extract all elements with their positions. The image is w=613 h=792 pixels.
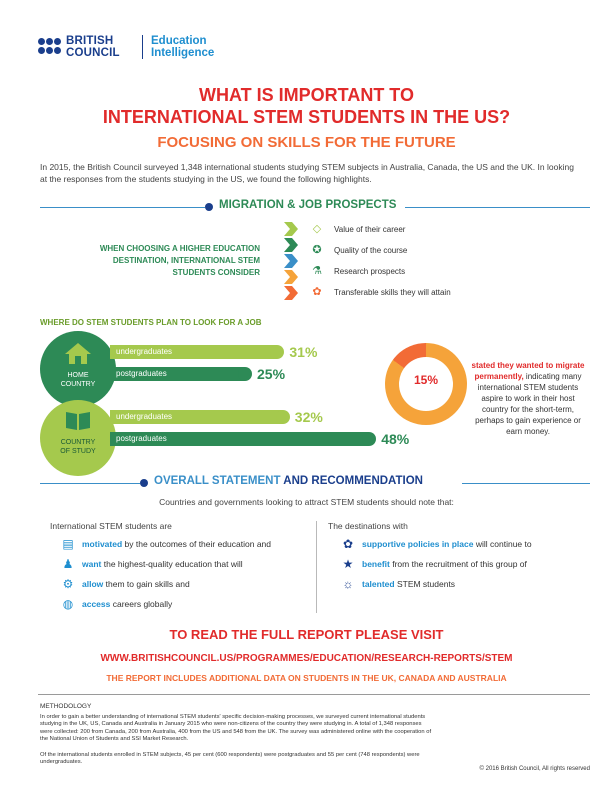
want-item: want the highest-quality education that will [82, 559, 243, 569]
recommendation-intro: Countries and governments looking to attract STEM students should note that: [159, 497, 454, 507]
footer-divider [38, 694, 590, 695]
methodology-heading: METHODOLOGY [40, 703, 92, 710]
access-item: access careers globally [82, 599, 173, 609]
section-divider-right [405, 207, 590, 208]
home-country-label-1: HOME [67, 372, 89, 379]
permanent-migration-text [468, 360, 588, 437]
talented-item: talented STEM students [362, 579, 456, 589]
gears-icon: ⚙ [62, 577, 74, 591]
study-undergrad-bar-end [276, 410, 290, 424]
page-subtitle: FOCUSING ON SKILLS FOR THE FUTURE [157, 134, 456, 151]
factor-research-prospects: Research prospects [334, 267, 406, 276]
benefit-item: benefit from the recruitment of this group of [362, 559, 527, 569]
factor-course-quality: Quality of the course [334, 246, 408, 255]
section-bullet-2 [140, 479, 148, 487]
british-council-logo-icon [38, 38, 62, 54]
home-postgrad-bar-end [238, 367, 252, 381]
study-country-label-2: OF STUDY [60, 448, 96, 455]
copyright-notice: © 2016 British Council, All rights reserved [479, 766, 590, 772]
open-book-icon [63, 408, 93, 432]
study-postgrad-pct: 48% [381, 431, 410, 447]
page-title-line-1: WHAT IS IMPORTANT TO [199, 85, 414, 105]
home-undergrad-bar: undergraduates [110, 345, 277, 359]
british-council-wordmark: BRITISH COUNCIL [66, 35, 120, 59]
study-postgrad-bar: postgraduates [110, 432, 369, 446]
study-country-label-1: COUNTRY [60, 439, 96, 446]
section-bullet [205, 203, 213, 211]
page-title-line-2: INTERNATIONAL STEM STUDENTS IN THE US? [102, 107, 511, 127]
star-icon: ★ [342, 557, 354, 571]
home-country-label-2: COUNTRY [60, 381, 96, 388]
report-note: THE REPORT INCLUDES ADDITIONAL DATA ON STUDENTS IN THE UK, CANADA AND AUSTRALIA [106, 673, 507, 683]
migration-heading: MIGRATION & JOB PROSPECTS [219, 199, 397, 211]
section-divider-right-2 [462, 483, 590, 484]
brain-icon: ✿ [312, 286, 322, 298]
house-icon [63, 341, 93, 365]
students-column-heading: International STEM students are [50, 521, 172, 531]
factor-transferable-skills: Transferable skills they will attain [334, 288, 451, 297]
permanent-migration-donut [385, 343, 467, 425]
microscope-icon: ⚗ [312, 265, 322, 277]
diamond-icon: ◇ [312, 223, 322, 235]
home-undergrad-bar-end [270, 345, 284, 359]
column-divider [316, 521, 317, 613]
home-postgrad-bar: postgraduates [110, 367, 245, 381]
job-location-heading: WHERE DO STEM STUDENTS PLAN TO LOOK FOR A JOB [40, 318, 262, 327]
methodology-paragraph-1: In order to gain a better understanding of international STEM students' specific decision-making processes, we surveyed current international students studying in the UK, US, Canada and Australia in January 2015 who were non-citizens of the country they were studying in. A total of 1,348 responses were collected: 200 from Canada, 200 from Australia, 400 from the US and 548 from the UK. The survey was administered online with the cooperation of the National Union of Students and SSI Market Research. [40, 714, 432, 743]
study-country-circle [40, 400, 116, 476]
study-undergrad-bar: undergraduates [110, 410, 283, 424]
home-postgrad-pct: 25% [257, 366, 286, 382]
intro-paragraph: In 2015, the British Council surveyed 1,348 international students studying STEM subjects in Australia, Canada, the US and the UK. In looking at the responses from the students studying in the US, we found the following highlights. [40, 162, 574, 184]
consider-statement: WHEN CHOOSING A HIGHER EDUCATION DESTINATION, INTERNATIONAL STEM STUDENTS CONSIDER [99, 244, 260, 277]
section-divider-left-2 [40, 483, 140, 484]
motivated-item: motivated by the outcomes of their education and [82, 539, 272, 549]
permanent-migration-pct: 15% [413, 373, 439, 387]
supportive-policies-item: supportive policies in place will continue to [362, 539, 532, 549]
recommendation-heading: OVERALL STATEMENT AND RECOMMENDATION [154, 475, 423, 487]
certificate-icon: ▤ [62, 537, 74, 551]
globe-icon: ◍ [62, 597, 74, 611]
report-url-link[interactable]: WWW.BRITISHCOUNCIL.US/PROGRAMMES/EDUCATION/RESEARCH-REPORTS/STEM [100, 653, 513, 664]
section-divider-left [40, 207, 205, 208]
methodology-paragraph-2: Of the international students enrolled in STEM subjects, 45 per cent (600 respondents) were postgraduates and 55 per cent (748 respondents) were undergraduates. [40, 752, 420, 766]
lightbulb-icon: ☼ [342, 577, 354, 591]
home-country-circle [40, 331, 116, 407]
award-ribbon-icon: ✪ [312, 244, 322, 256]
factor-value-career: Value of their career [334, 225, 406, 234]
permanent-migration-highlight: stated they wanted to migrate permanently, [471, 361, 585, 381]
permanent-migration-rest: indicating many international STEM students aspire to work in their host country for the short-term, perhaps to gain experience or earn money. [475, 372, 582, 436]
allow-item: allow them to gain skills and [82, 579, 190, 589]
education-intelligence-wordmark: Education Intelligence [151, 35, 215, 59]
destinations-column-heading: The destinations with [328, 521, 408, 531]
flower-icon: ✿ [342, 537, 354, 551]
logo-divider [142, 35, 143, 59]
study-postgrad-bar-end [362, 432, 376, 446]
study-undergrad-pct: 32% [294, 409, 323, 425]
person-icon: ♟ [62, 557, 74, 571]
full-report-cta: TO READ THE FULL REPORT PLEASE VISIT [169, 627, 444, 642]
chevron-stack-icon [282, 222, 300, 302]
home-undergrad-pct: 31% [289, 344, 318, 360]
